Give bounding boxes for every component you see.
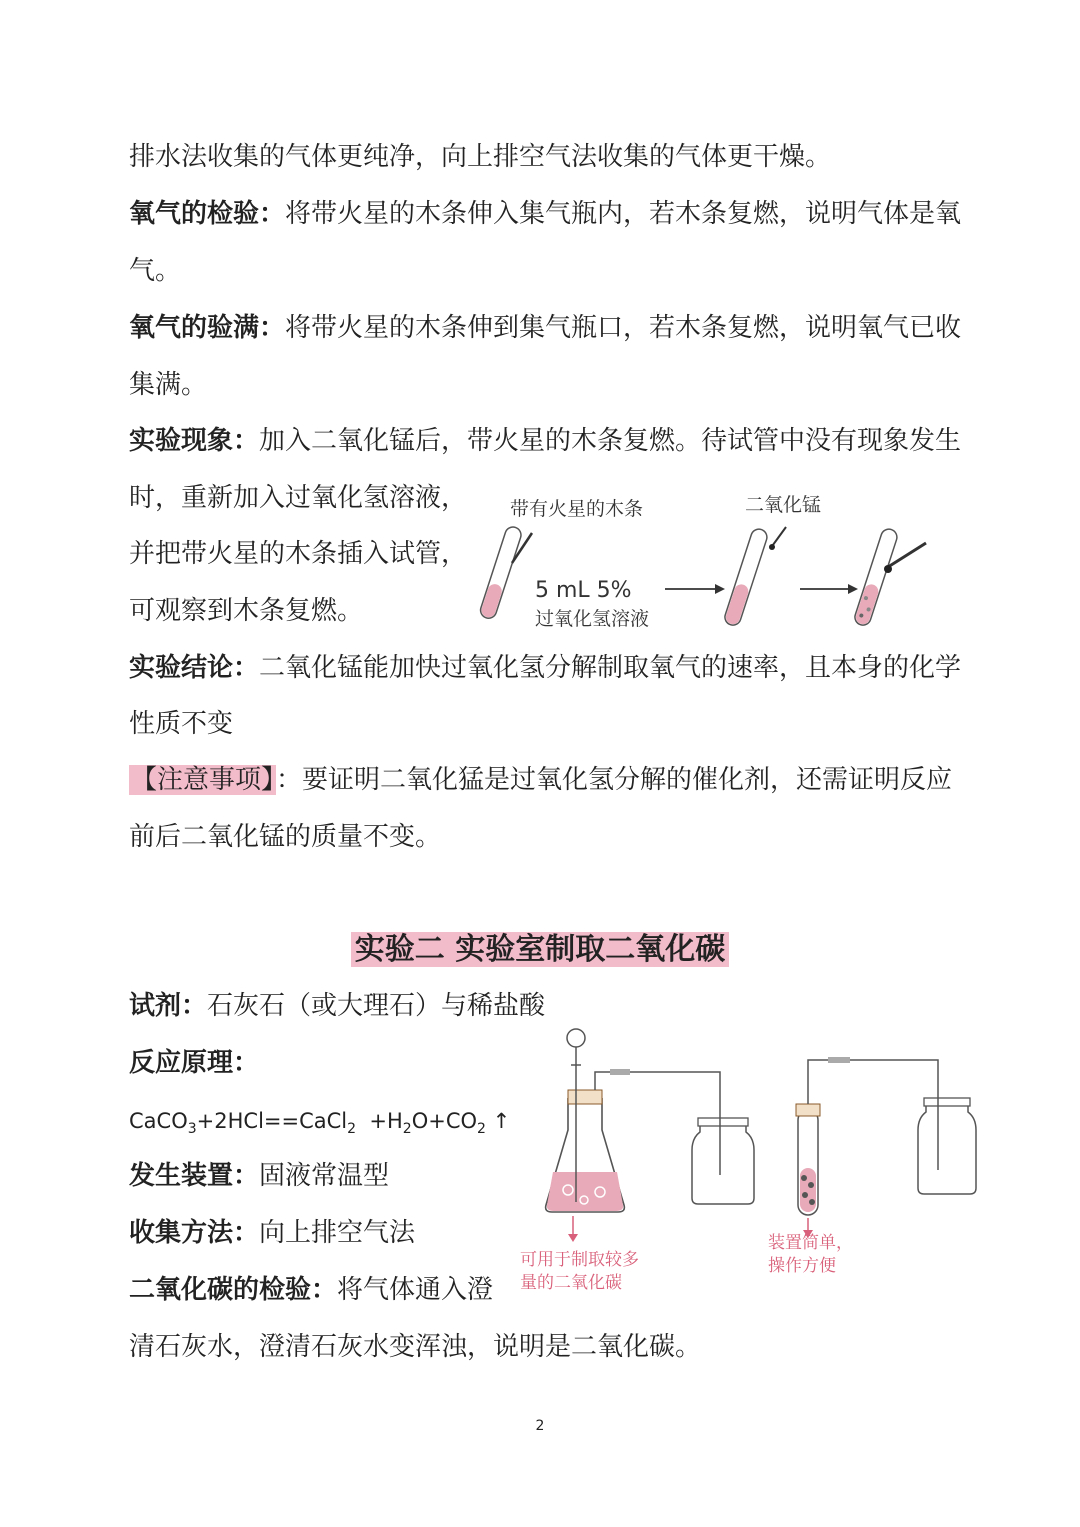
arrow-2 <box>800 584 858 594</box>
oxygen-test-label: 氧气的检验： <box>129 199 286 229</box>
paragraph-note: 【注意事项】：要证明二氧化猛是过氧化氢分解的催化剂，还需证明反应 <box>131 765 953 795</box>
label-splint: 带有火星的木条 <box>510 498 644 520</box>
paragraph-oxygen-test-cont: 气。 <box>129 256 182 286</box>
note-left-b: 量的二氧化碳 <box>520 1273 622 1293</box>
test-tube-1 <box>478 525 523 620</box>
paragraph-collection-comparison: 排水法收集的气体更纯净，向上排空气法收集的气体更干燥。 <box>129 142 832 172</box>
conclusion-label: 实验结论： <box>129 653 260 683</box>
oxygen-full-label: 氧气的验满： <box>129 313 286 343</box>
co2-test-label: 二氧化碳的检验： <box>129 1275 338 1305</box>
phenomenon-label: 实验现象： <box>129 426 260 456</box>
paragraph-co2-test-cont: 清石灰水，澄清石灰水变浑浊，说明是二氧化碳。 <box>129 1332 702 1362</box>
note-left-a: 可用于制取较多 <box>520 1250 639 1270</box>
paragraph-collect: 收集方法：向上排空气法 <box>129 1218 416 1248</box>
label-solution: 过氧化氢溶液 <box>535 608 650 630</box>
paragraph-note-cont: 前后二氧化锰的质量不变。 <box>129 822 442 852</box>
paragraph-phenomenon-d: 可观察到木条复燃。 <box>129 596 364 626</box>
paragraph-device: 发生装置：固液常温型 <box>129 1161 390 1191</box>
paragraph-conclusion-cont: 性质不变 <box>129 709 234 739</box>
delivery-tube-1 <box>595 1072 720 1175</box>
paragraph-conclusion: 实验结论：二氧化锰能加快过氧化氢分解制取氧气的速率，且本身的化学 <box>129 653 962 683</box>
section-title: 实验二 实验室制取二氧化碳 <box>0 930 1080 970</box>
gas-jar-2 <box>918 1098 976 1194</box>
splint-1 <box>512 533 532 563</box>
label-mno2: 二氧化锰 <box>745 494 822 516</box>
note-right-b: 操作方便 <box>768 1256 836 1276</box>
page-number: 2 <box>535 1418 545 1434</box>
gas-jar-1 <box>692 1118 754 1204</box>
paragraph-co2-test: 二氧化碳的检验：将气体通入澄 <box>129 1275 494 1305</box>
paragraph-reagent: 试剂：石灰石（或大理石）与稀盐酸 <box>129 991 546 1021</box>
catalyst-experiment-figure <box>470 485 950 645</box>
label-volume: 5 mL 5% <box>535 578 632 603</box>
arrow-1 <box>665 584 725 594</box>
paragraph-phenomenon-c: 并把带火星的木条插入试管， <box>129 539 468 569</box>
reaction-formula: CaCO$_3$+2HCl==CaCl$_2$ $+H_2O+CO_2$ ↑ <box>129 1109 511 1138</box>
principle-label: 反应原理： <box>129 1048 260 1078</box>
note-label: 【注意事项】 <box>131 765 275 795</box>
paragraph-principle <box>129 1046 259 1080</box>
device-label: 发生装置： <box>129 1161 260 1191</box>
collect-label: 收集方法： <box>129 1218 260 1248</box>
paragraph-oxygen-test: 氧气的检验：将带火星的木条伸入集气瓶内，若木条复燃，说明气体是氧 <box>129 199 962 229</box>
test-tube-2 <box>723 527 769 627</box>
large-test-tube <box>796 1104 820 1215</box>
test-tube-3 <box>853 527 899 627</box>
paragraph-phenomenon-b: 时，重新加入过氧化氢溶液， <box>129 483 468 513</box>
note-right-a: 装置简单， <box>768 1233 853 1253</box>
co2-apparatus-figure <box>510 1020 990 1310</box>
paragraph-oxygen-full-cont: 集满。 <box>129 370 208 400</box>
conical-flask <box>546 1090 625 1212</box>
paragraph-oxygen-full: 氧气的验满：将带火星的木条伸到集气瓶口，若木条复燃，说明氧气已收 <box>129 313 962 343</box>
reagent-label: 试剂： <box>129 991 208 1021</box>
paragraph-phenomenon: 实验现象：加入二氧化锰后，带火星的木条复燃。待试管中没有现象发生 <box>129 426 962 456</box>
annotation-arrow-left <box>568 1216 578 1242</box>
